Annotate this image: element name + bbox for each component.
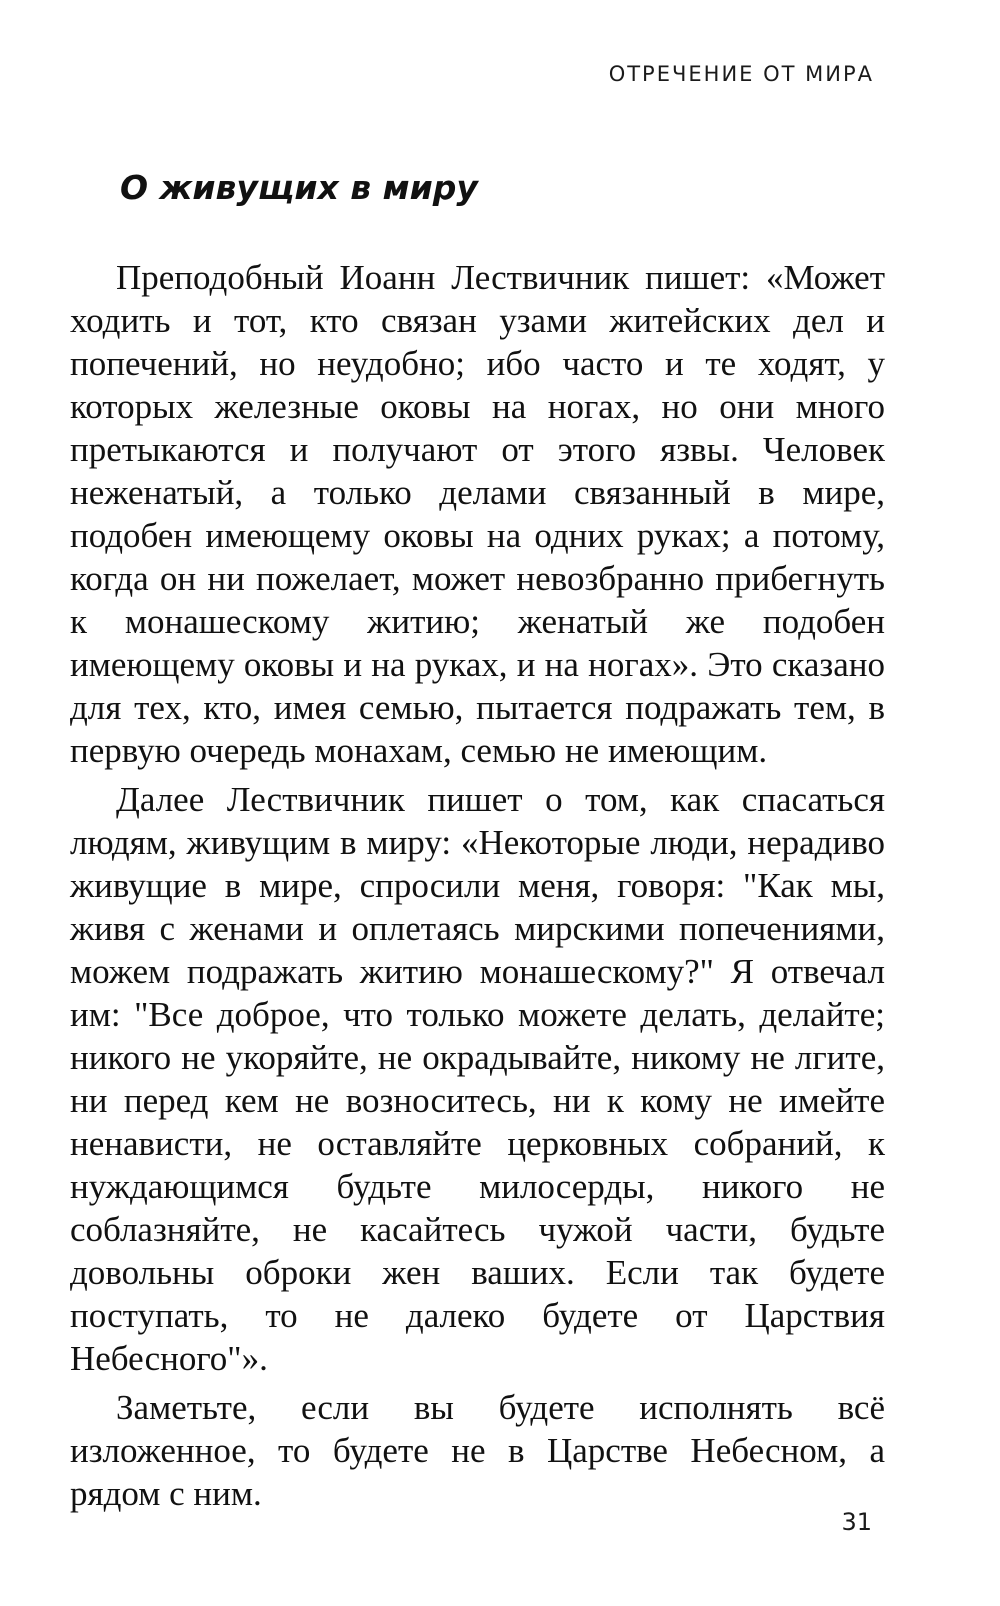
body-text bbox=[70, 256, 885, 1521]
section-title: О живущих в миру bbox=[120, 168, 478, 207]
paragraph-1: Преподобный Иоанн Лествичник пишет: «Может ходить и тот, кто связан узами житейских дел и попечений, но неудобно; ибо часто и те ходят, у которых железные оковы на ногах, но они много претыкаются и получают от этого язвы. Человек неженатый, а только делами связанный в мире, подобен имеющему оковы на одних руках; а потому, когда он ни пожелает, может невозбранно прибегнуть к монашескому житию; женатый же подобен имеющему оковы и на руках, и на ногах». Это сказано для тех, кто, имея семью, пытается подражать тем, в первую очередь монахам, семью не имеющим. bbox=[70, 258, 885, 770]
paragraph-3: Заметьте, если вы будете исполнять всё изложенное, то будете не в Царстве Небесном, а рядом с ним. bbox=[70, 1388, 885, 1513]
paragraph-2: Далее Лествичник пишет о том, как спасаться людям, живущим в миру: «Некоторые люди, нерадиво живущие в мире, спросили меня, говоря: "Как мы, живя с женами и оплетаясь мирскими попечениями, можем подражать житию монашескому?" Я отвечал им: "Все доброе, что только можете делать, делайте; никого не укоряйте, не окрадывайте, никому не лгите, ни перед кем не возноситесь, ни к кому не имейте ненависти, не оставляйте церковных собраний, к нуждающимся будьте милосерды, никого не соблазняйте, не касайтесь чужой части, будьте довольны оброки жен ваших. Если так будете поступать, то не далеко будете от Царствия Небесного"». bbox=[70, 780, 885, 1378]
running-head: ОТРЕЧЕНИЕ ОТ МИРА bbox=[608, 62, 874, 86]
page-number: 31 bbox=[841, 1508, 872, 1536]
